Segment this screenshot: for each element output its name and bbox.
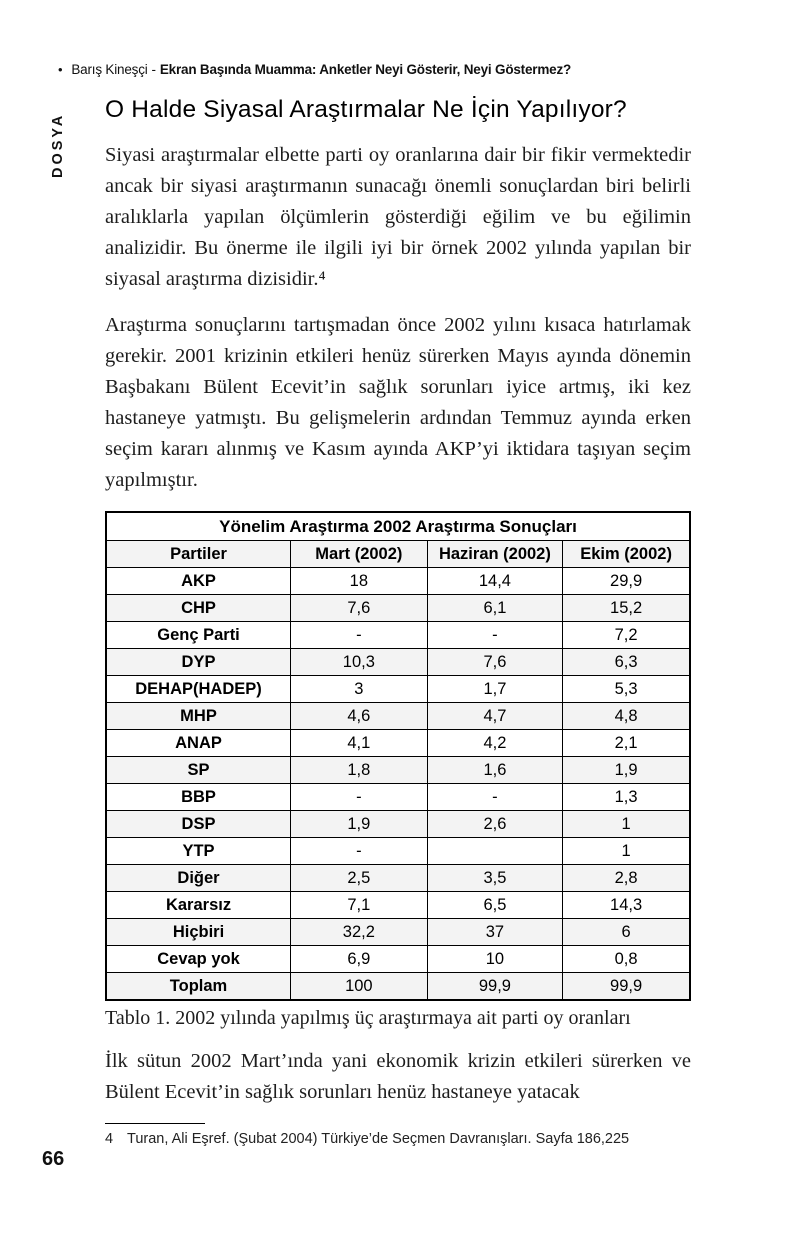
value-cell: -	[291, 622, 428, 649]
footnote-separator	[105, 1123, 205, 1124]
value-cell: 1,3	[563, 784, 690, 811]
party-cell: AKP	[106, 568, 291, 595]
value-cell: 1,9	[291, 811, 428, 838]
party-cell: CHP	[106, 595, 291, 622]
value-cell: 1,6	[427, 757, 562, 784]
party-cell: DSP	[106, 811, 291, 838]
value-cell: 37	[427, 919, 562, 946]
results-table-head	[106, 512, 690, 568]
value-cell: 2,6	[427, 811, 562, 838]
party-cell: Kararsız	[106, 892, 291, 919]
party-cell: Genç Parti	[106, 622, 291, 649]
value-cell: 18	[291, 568, 428, 595]
party-cell: DYP	[106, 649, 291, 676]
value-cell: 99,9	[563, 973, 690, 1001]
header-author: Barış Kineşçi	[71, 62, 148, 77]
paragraph: Siyasi araştırmalar elbette parti oy oranlarına dair bir fikir vermektedir ancak bir siyasi araştırmanın sunacağı önemli sonuçlardan biri belirli aralıklarla yapılan ölçümlerin gösterdiği eğilim ve bu eğilimin analizidir. Bu önerme ile ilgili iyi bir örnek 2002 yılında yapılan bir siyasal araştırma dizisidir.⁴	[105, 144, 691, 290]
value-cell: 6,3	[563, 649, 690, 676]
table-row	[106, 838, 690, 865]
table-row	[106, 973, 690, 1001]
value-cell: 3	[291, 676, 428, 703]
party-cell: Hiçbiri	[106, 919, 291, 946]
results-table-body	[106, 568, 690, 1001]
table-row	[106, 622, 690, 649]
value-cell: 3,5	[427, 865, 562, 892]
value-cell: 1,7	[427, 676, 562, 703]
party-cell: ANAP	[106, 730, 291, 757]
value-cell: 99,9	[427, 973, 562, 1001]
results-table	[105, 511, 691, 1001]
value-cell: -	[427, 622, 562, 649]
value-cell: 32,2	[291, 919, 428, 946]
footnote-marker: 4	[105, 1131, 114, 1147]
value-cell: 5,3	[563, 676, 690, 703]
value-cell: 2,5	[291, 865, 428, 892]
value-cell: 10,3	[291, 649, 428, 676]
table-title: Yönelim Araştırma 2002 Araştırma Sonuçları	[106, 512, 690, 541]
table-row	[106, 757, 690, 784]
column-header: Partiler	[106, 541, 291, 568]
value-cell: 6,9	[291, 946, 428, 973]
table-title-row	[106, 512, 690, 541]
value-cell: 1	[563, 811, 690, 838]
party-cell: Cevap yok	[106, 946, 291, 973]
party-cell: DEHAP(HADEP)	[106, 676, 291, 703]
value-cell: 4,2	[427, 730, 562, 757]
paragraph: Araştırma sonuçlarını tartışmadan önce 2002 yılını kısaca hatırlamak gerekir. 2001 krizinin etkileri henüz sürerken Mayıs ayında dönemin Başbakanı Bülent Ecevit’in sağlık sorunları iyice artmış, iki kez hastaneye yatmıştı. Bu gelişmelerin ardından Temmuz ayında erken seçim kararı alınmış ve Kasım ayında AKP’yi iktidara taşıyan seçim yapılmıştır.	[105, 314, 691, 491]
value-cell: 1,9	[563, 757, 690, 784]
column-header: Mart (2002)	[291, 541, 428, 568]
table-row	[106, 703, 690, 730]
running-header	[58, 62, 758, 77]
value-cell: -	[291, 838, 428, 865]
party-cell: MHP	[106, 703, 291, 730]
value-cell: 100	[291, 973, 428, 1001]
party-cell: YTP	[106, 838, 291, 865]
value-cell: 2,8	[563, 865, 690, 892]
paragraph: İlk sütun 2002 Mart’ında yani ekonomik krizin etkileri sürerken ve Bülent Ecevit’in sağlık sorunları henüz hastaneye yatacak	[105, 1050, 691, 1103]
table-row	[106, 919, 690, 946]
value-cell: 4,7	[427, 703, 562, 730]
section-side-label: DOSYA	[50, 112, 66, 178]
value-cell: -	[427, 784, 562, 811]
value-cell: 7,2	[563, 622, 690, 649]
table-row	[106, 730, 690, 757]
value-cell: 4,6	[291, 703, 428, 730]
table-row	[106, 811, 690, 838]
value-cell: 15,2	[563, 595, 690, 622]
value-cell: 1,8	[291, 757, 428, 784]
value-cell: 4,8	[563, 703, 690, 730]
value-cell: 29,9	[563, 568, 690, 595]
header-book-title: Ekran Başında Muamma: Anketler Neyi Gösterir, Neyi Göstermez?	[159, 62, 572, 77]
party-cell: Diğer	[106, 865, 291, 892]
column-header: Ekim (2002)	[563, 541, 690, 568]
table-row	[106, 676, 690, 703]
column-header: Haziran (2002)	[427, 541, 562, 568]
table-row	[106, 892, 690, 919]
table-row	[106, 649, 690, 676]
party-cell: Toplam	[106, 973, 291, 1001]
value-cell: 6	[563, 919, 690, 946]
table-caption: Tablo 1. 2002 yılında yapılmış üç araştırmaya ait parti oy oranları	[105, 1007, 631, 1029]
value-cell: 0,8	[563, 946, 690, 973]
value-cell	[427, 838, 562, 865]
table-row	[106, 946, 690, 973]
value-cell: 2,1	[563, 730, 690, 757]
party-cell: SP	[106, 757, 291, 784]
value-cell: -	[291, 784, 428, 811]
value-cell: 1	[563, 838, 690, 865]
value-cell: 7,6	[291, 595, 428, 622]
footnote	[105, 1131, 691, 1147]
main-column	[105, 96, 691, 1147]
value-cell: 4,1	[291, 730, 428, 757]
value-cell: 10	[427, 946, 562, 973]
table-row	[106, 784, 690, 811]
value-cell: 6,5	[427, 892, 562, 919]
value-cell: 6,1	[427, 595, 562, 622]
value-cell: 14,3	[563, 892, 690, 919]
table-row	[106, 865, 690, 892]
party-cell: BBP	[106, 784, 291, 811]
table-row	[106, 595, 690, 622]
footnote-text: Turan, Ali Eşref. (Şubat 2004) Türkiye’de Seçmen Davranışları. Sayfa 186,225	[127, 1131, 630, 1147]
value-cell: 7,1	[291, 892, 428, 919]
value-cell: 7,6	[427, 649, 562, 676]
page-title: O Halde Siyasal Araştırmalar Ne İçin Yapılıyor?	[105, 96, 627, 123]
table-header-row	[106, 541, 690, 568]
value-cell: 14,4	[427, 568, 562, 595]
header-bullet-icon: •	[58, 62, 63, 77]
header-separator: -	[151, 62, 156, 77]
page-number: 66	[42, 1148, 65, 1170]
table-row	[106, 568, 690, 595]
